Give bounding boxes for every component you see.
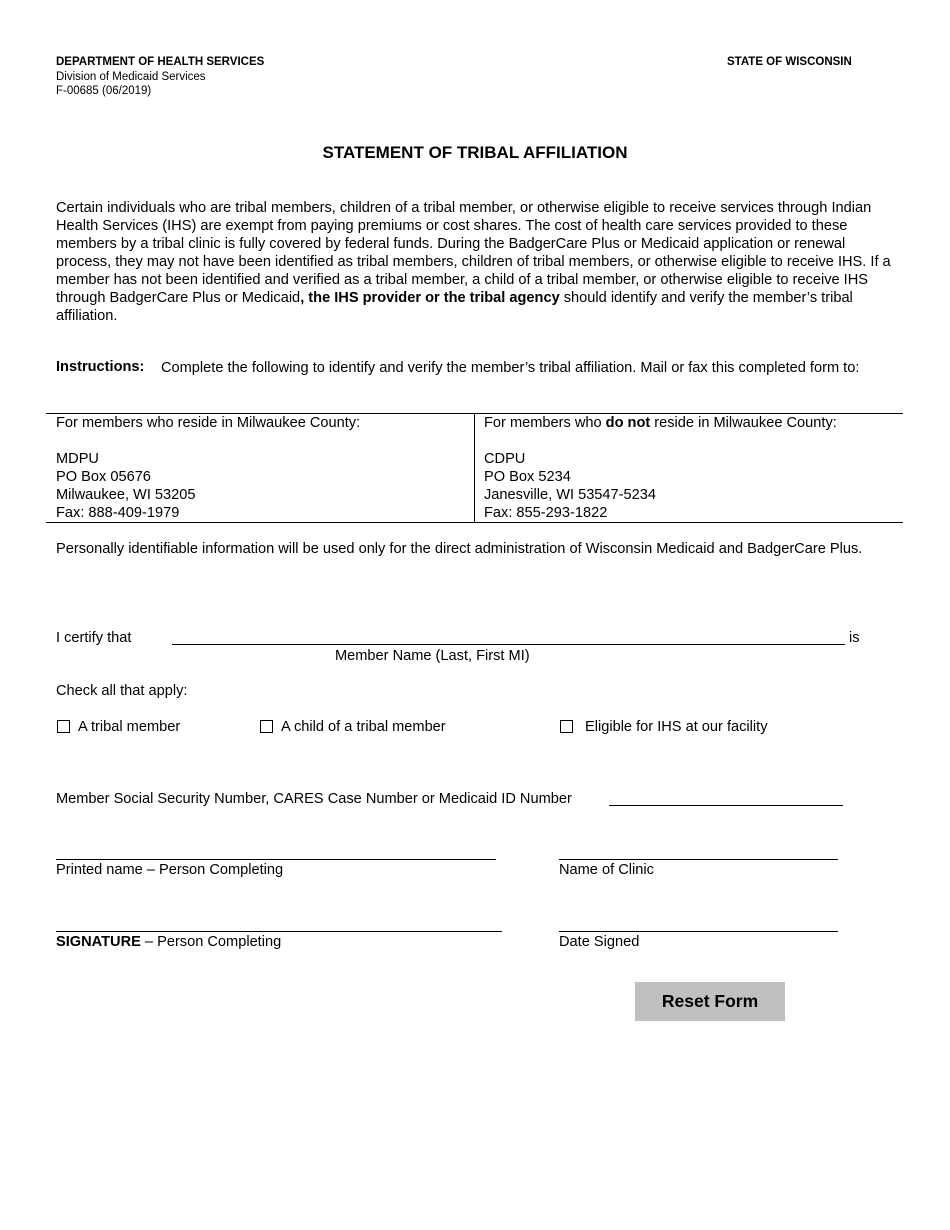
intro-text-end: should identify and verify the member’s tribal affiliation. [56, 290, 853, 324]
certify-prefix: I certify that [56, 630, 132, 646]
member-name-line [172, 630, 845, 645]
certify-suffix: is [849, 630, 860, 646]
address-table-divider [474, 413, 475, 522]
address-milwaukee-heading: For members who reside in Milwaukee County: [56, 415, 361, 431]
signature-label [56, 933, 281, 951]
printed-name-label: Printed name – Person Completing [56, 862, 284, 878]
child-of-tribal-member-label: A child of a tribal member [281, 719, 446, 735]
tribal-member-checkbox[interactable] [57, 720, 70, 733]
printed-name-input[interactable] [56, 843, 496, 859]
intro-bold-text: , the IHS provider or the tribal agency [300, 290, 560, 306]
division-name: Division of Medicaid Services [56, 71, 206, 83]
signature-label-rest: – Person Completing [140, 934, 282, 950]
intro-text: Certain individuals who are tribal members, children of a tribal member, or otherwise eligible to receive services through Indian Health Services (IHS) are exempt from paying premiums or cost shares. The cost of health care services provided to these members by a tribal clinic is fully covered by federal funds. During the BadgerCare Plus or Medicaid application or renewal process, they may not have been identified as tribal members, children of tribal members, or otherwise eligible to receive IHS. If a member has not been identified and verified as a tribal member, a child of a tribal member, or otherwise eligible to receive IHS through BadgerCare Plus or Medicaid [56, 200, 891, 306]
state-name: STATE OF WISCONSIN [727, 56, 852, 68]
address-other-fax: Fax: 855-293-1822 [484, 505, 608, 521]
eligible-ihs-label: Eligible for IHS at our facility [585, 719, 768, 735]
address-other-heading-start: For members who [484, 415, 606, 431]
address-other-po-box: PO Box 5234 [484, 469, 571, 485]
printed-name-line [56, 843, 496, 860]
date-signed-input[interactable] [559, 915, 838, 931]
address-milwaukee-po-box: PO Box 05676 [56, 469, 151, 485]
eligible-ihs-checkbox[interactable] [560, 720, 573, 733]
page-title: STATEMENT OF TRIBAL AFFILIATION [322, 143, 628, 162]
member-name-label: Member Name (Last, First MI) [335, 648, 530, 664]
signature-input[interactable] [56, 915, 502, 931]
address-other-heading-bold: do not [605, 415, 651, 431]
address-milwaukee-fax: Fax: 888-409-1979 [56, 505, 180, 521]
intro-paragraph [56, 199, 896, 325]
member-name-input[interactable] [172, 631, 845, 645]
check-all-label: Check all that apply: [56, 683, 188, 699]
date-signed-label: Date Signed [559, 934, 640, 950]
clinic-name-line [559, 843, 838, 860]
address-other-heading [484, 414, 894, 432]
member-id-label: Member Social Security Number, CARES Case Number or Medicaid ID Number [56, 791, 572, 807]
address-milwaukee-name: MDPU [56, 451, 99, 467]
address-other [484, 414, 894, 522]
clinic-name-input[interactable] [559, 843, 838, 859]
department-name: DEPARTMENT OF HEALTH SERVICES [56, 56, 265, 68]
tribal-member-label: A tribal member [78, 719, 181, 735]
address-other-city: Janesville, WI 53547-5234 [484, 487, 656, 503]
signature-label-bold: SIGNATURE [56, 934, 141, 950]
child-of-tribal-member-checkbox[interactable] [260, 720, 273, 733]
date-signed-line [559, 915, 838, 932]
address-other-heading-end: reside in Milwaukee County: [650, 415, 837, 431]
address-other-name: CDPU [484, 451, 526, 467]
member-id-input[interactable] [609, 792, 843, 806]
form-number: F-00685 (06/2019) [56, 85, 152, 97]
instructions-text: Complete the following to identify and verify the member’s tribal affiliation. Mail or fax this completed form to: [161, 360, 860, 376]
address-milwaukee-city: Milwaukee, WI 53205 [56, 487, 196, 503]
signature-line [56, 915, 502, 932]
reset-form-button[interactable]: Reset Form [635, 982, 785, 1021]
privacy-notice: Personally identifiable information will be used only for the direct administration of Wisconsin Medicaid and BadgerCare Plus. [56, 541, 863, 557]
instructions-label: Instructions: [56, 359, 145, 375]
member-id-line [609, 791, 843, 806]
clinic-name-label: Name of Clinic [559, 862, 654, 878]
address-milwaukee [56, 414, 466, 522]
